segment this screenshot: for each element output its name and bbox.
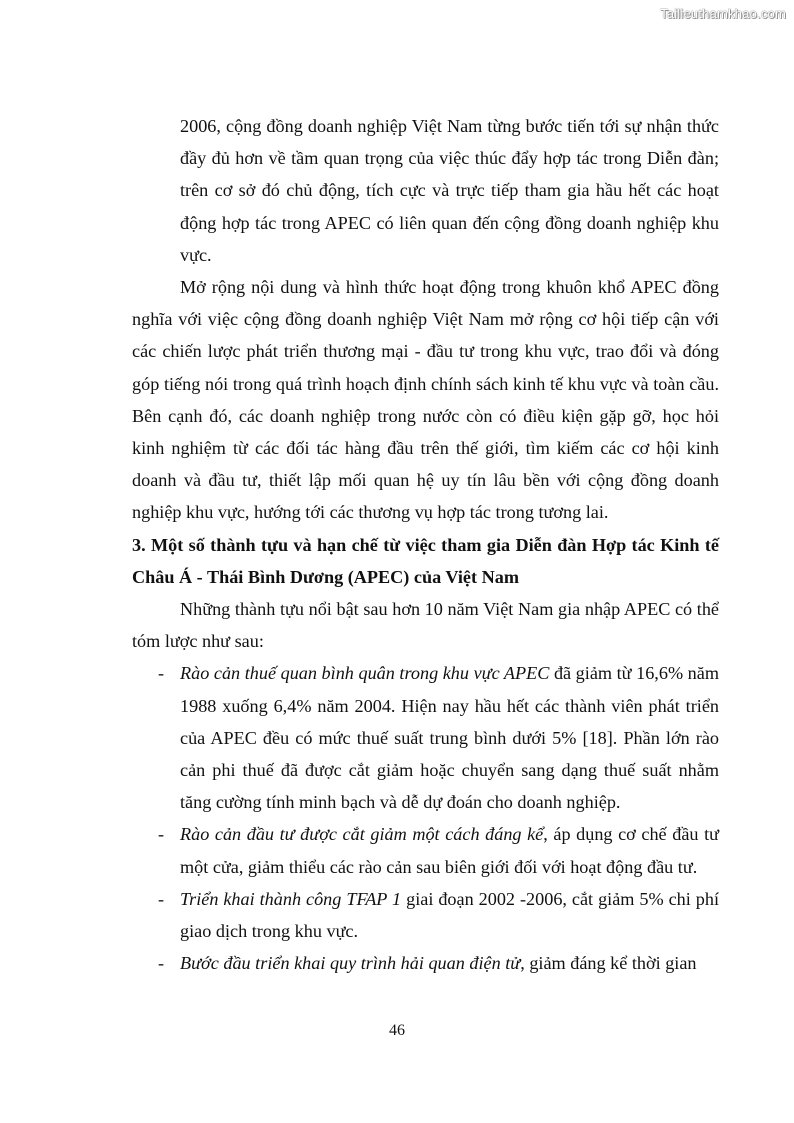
paragraph-expansion: Mở rộng nội dung và hình thức hoạt động trong khuôn khổ APEC đồng nghĩa với việc cộng đồng doanh nghiệp Việt Nam mở rộng cơ hội tiếp cận với các chiến lược phát triển thương mại - đầu tư trong khu vực, trao đổi và đóng góp tiếng nói trong quá trình hoạch định chính sách kinh tế khu vực và toàn cầu. Bên cạnh đó, các doanh nghiệp trong nước còn có điều kiện gặp gỡ, học hỏi kinh nghiệm từ các đối tác hàng đầu trên thế giới, tìm kiếm các cơ hội kinh doanh và đầu tư, thiết lập mối quan hệ uy tín lâu bền với cộng đồng doanh nghiệp khu vực, hướng tới các thương vụ hợp tác trong tương lai.: [132, 277, 719, 523]
bullet-dash: -: [158, 953, 165, 974]
paragraph-intro: Những thành tựu nổi bật sau hơn 10 năm Việt Nam gia nhập APEC có thể tóm lược như sau:: [132, 599, 719, 652]
watermark: Tailieuthamkhao.com: [660, 6, 786, 21]
list-item-emphasis: Rào cản đầu tư được cắt giảm một cách đáng kể: [180, 824, 544, 845]
list-item-text: , áp dụng cơ chế đầu tư một cửa, giảm thiểu các rào cản sau biên giới đối với hoạt động đầu tư.: [180, 824, 719, 877]
section-heading: 3. Một số thành tựu và hạn chế từ việc tham gia Diễn đàn Hợp tác Kinh tế Châu Á - Thái Bình Dương (APEC) của Việt Nam: [132, 534, 719, 587]
list-item-emphasis: Rào cản thuế quan bình quân trong khu vực APEC: [180, 663, 550, 684]
list-item: [132, 883, 719, 947]
bullet-dash: -: [158, 663, 165, 684]
document-body: [132, 110, 719, 979]
list-item-emphasis: Bước đầu triển khai quy trình hải quan điện tử: [180, 953, 521, 974]
list-item-text: đã giảm từ 16,6% năm 1988 xuống 6,4% năm 2004. Hiện nay hầu hết các thành viên phát triển của APEC đều có mức thuế suất trung bình dưới 5% [18]. Phần lớn rào cản phi thuế đã được cắt giảm hoặc chuyển sang dạng thuế suất nhằm tăng cường tính minh bạch và dễ dự đoán cho doanh nghiệp.: [180, 663, 719, 813]
paragraph-continuation: 2006, cộng đồng doanh nghiệp Việt Nam từng bước tiến tới sự nhận thức đầy đủ hơn về tầm quan trọng của việc thúc đẩy hợp tác trong Diễn đàn; trên cơ sở đó chủ động, tích cực và trực tiếp tham gia hầu hết các hoạt động hợp tác trong APEC có liên quan đến cộng đồng doanh nghiệp khu vực.: [180, 116, 719, 265]
list-item: [132, 657, 719, 818]
list-item-text: giai đoạn 2002 -2006, cắt giảm 5% chi phí giao dịch trong khu vực.: [180, 888, 720, 942]
achievements-list: [132, 657, 719, 979]
list-item-text: , giảm đáng kể thời gian: [520, 953, 697, 974]
list-item: [132, 818, 719, 882]
list-item: [132, 947, 719, 979]
bullet-dash: -: [158, 824, 165, 845]
list-item-emphasis: Triển khai thành công TFAP 1: [180, 888, 402, 909]
bullet-dash: -: [158, 888, 165, 909]
page-number: 46: [389, 1022, 405, 1039]
